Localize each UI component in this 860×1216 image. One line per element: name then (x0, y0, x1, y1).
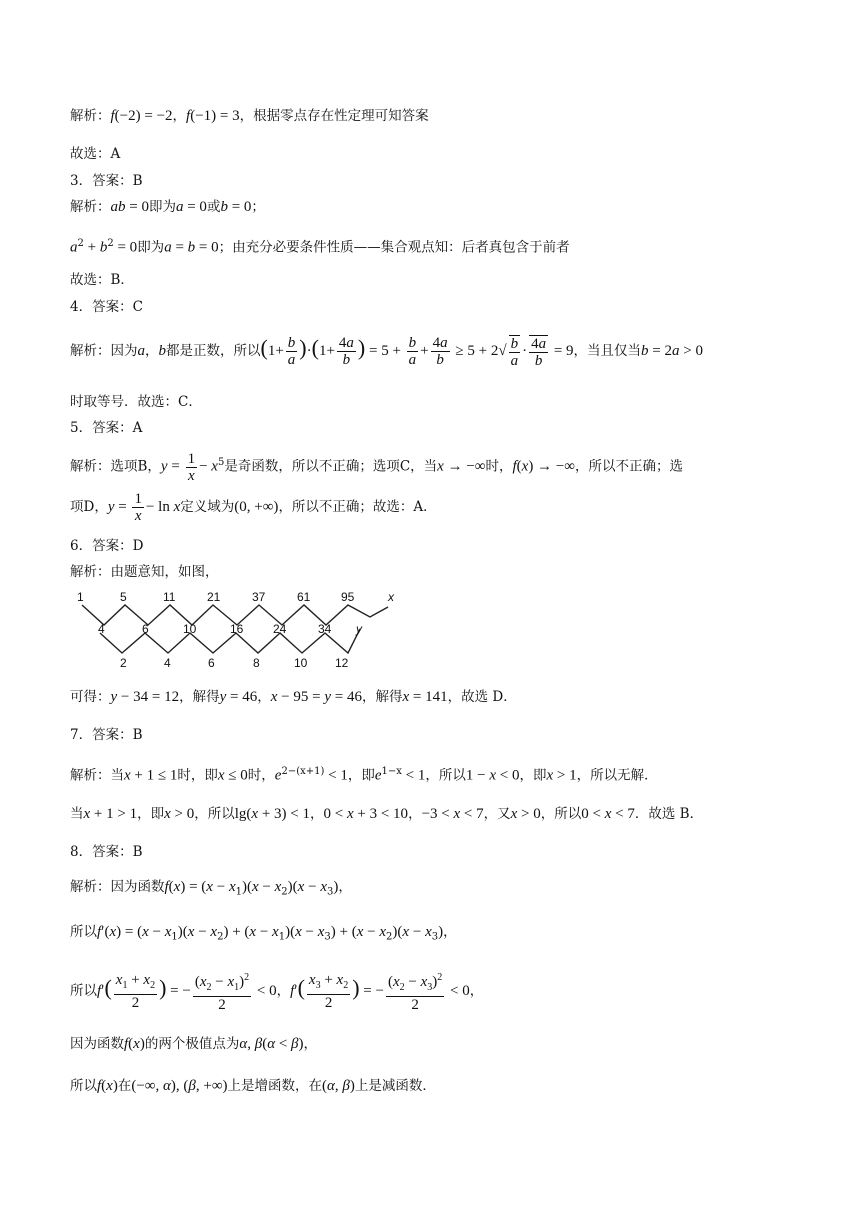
line-solution-8d: 因为函数f(x)的两个极值点为α, β(α < β)， (70, 1036, 318, 1052)
bottom-number: 10 (294, 656, 308, 670)
bottom-number: 4 (164, 656, 171, 670)
mid-variable: y (356, 622, 362, 636)
top-number: 95 (341, 590, 355, 604)
top-variable: x (388, 590, 394, 604)
zigzag-sequence-diagram (70, 585, 410, 675)
line-solution-8a: 解析：因为函数$f(x) = (x - x_1)(x - x_2)(x - x_3)$， (70, 879, 352, 898)
top-number: 61 (297, 590, 311, 604)
question-8-answer: 8．答案：B (70, 844, 143, 860)
answer-choice-3: 故选：B． (70, 272, 134, 288)
top-number: 1 (77, 590, 84, 604)
line-solution-8b: 所以$f'(x) = (x - x_1)(x - x_2) + (x - x_1)(x - x_3) + (x - x_2)(x - x_3)$， (70, 924, 457, 943)
line-solution-7b: 当x + 1 > 1，即x > 0，所以lg(x + 3) < 1，0 < x + 3 < 10，−3 < x < 7，又x > 0，所以0 < x < 7．故选 B． (70, 806, 704, 822)
line-solution-2: 解析：f(−2) = −2，f(−1) = 3，根据零点存在性定理可知答案 (70, 108, 429, 124)
bottom-number: 8 (253, 656, 260, 670)
question-6-answer: 6．答案：D (70, 538, 144, 554)
line-solution-5b: 项D，y = $\frac{1}{x}$ − ln x定义域为(0, +∞)，所以不正确；故选：A． (70, 491, 437, 524)
top-number: 21 (207, 590, 221, 604)
bottom-number: 6 (208, 656, 215, 670)
line-solution-6b: 可得：y − 34 = 12，解得y = 46，x − 95 = y = 46，解得x = 141，故选 D． (70, 689, 517, 705)
mid-number: 34 (318, 622, 332, 636)
line-solution-6: 解析：由题意知，如图， (70, 564, 219, 580)
bottom-number: 2 (120, 656, 127, 670)
top-number: 37 (252, 590, 266, 604)
line-solution-4: 解析：因为a，b都是正数，所以(1+ $\frac{b}{a}$ )·(1+ $\frac{4a}{b}$ ) = 5 + $\frac{b}{a}$ + $\frac{4a}{b}$ ≥ 5 + 2√ $\frac{b}{a}$ · $\frac{4a}{b}$ = 9，当且仅当b = 2a > 0 (70, 335, 703, 369)
mid-number: 16 (230, 622, 244, 636)
question-3-answer: 3．答案：B (70, 173, 143, 189)
question-5-answer: 5．答案：A (70, 420, 143, 436)
line-solution-8c: 所以f′( $\frac{x_1 + x_2}{2}$ ) = − $\frac{(x_2 - x_1)^2}{2}$ < 0，f′( $\frac{x_3 + x_2}{2}$ ) = − $\frac{(x_2 - x_3)^2}{2}$ < 0， (70, 972, 484, 1013)
question-7-answer: 7．答案：B (70, 727, 143, 743)
mid-number: 4 (98, 622, 105, 636)
bottom-number: 12 (335, 656, 349, 670)
question-4-answer: 4．答案：C (70, 299, 143, 315)
line-solution-8e: 所以f(x)在(−∞, α), (β, +∞)上是增函数，在(α, β)上是减函数． (70, 1078, 436, 1094)
answer-choice-2: 故选：A (70, 146, 121, 162)
line-solution-5a: 解析：选项B，y = $\frac{1}{x}$ − $x^5$是奇函数，所以不正确；选项C，当x → −∞时，f(x) → −∞，所以不正确；选 (70, 450, 683, 484)
mid-number: 24 (273, 622, 287, 636)
mid-number: 10 (183, 622, 197, 636)
line-solution-3a: 解析：ab = 0即为a = 0或b = 0； (70, 199, 265, 215)
line-solution-4b: 时取等号．故选：C． (70, 394, 202, 410)
line-solution-7a: 解析：当x + 1 ≤ 1时，即x ≤ 0时，$e^{2-(x+1)} < 1$，即$e^{1-x} < 1$，所以1 − x < 0，即x > 1，所以无解． (70, 766, 658, 784)
line-solution-3b: $a^2 + b^2 = 0$即为a = b = 0；由充分必要条件性质——集合观点知：后者真包含于前者 (70, 238, 570, 256)
top-number: 11 (163, 590, 176, 604)
top-number: 5 (120, 590, 127, 604)
mid-number: 6 (142, 622, 149, 636)
